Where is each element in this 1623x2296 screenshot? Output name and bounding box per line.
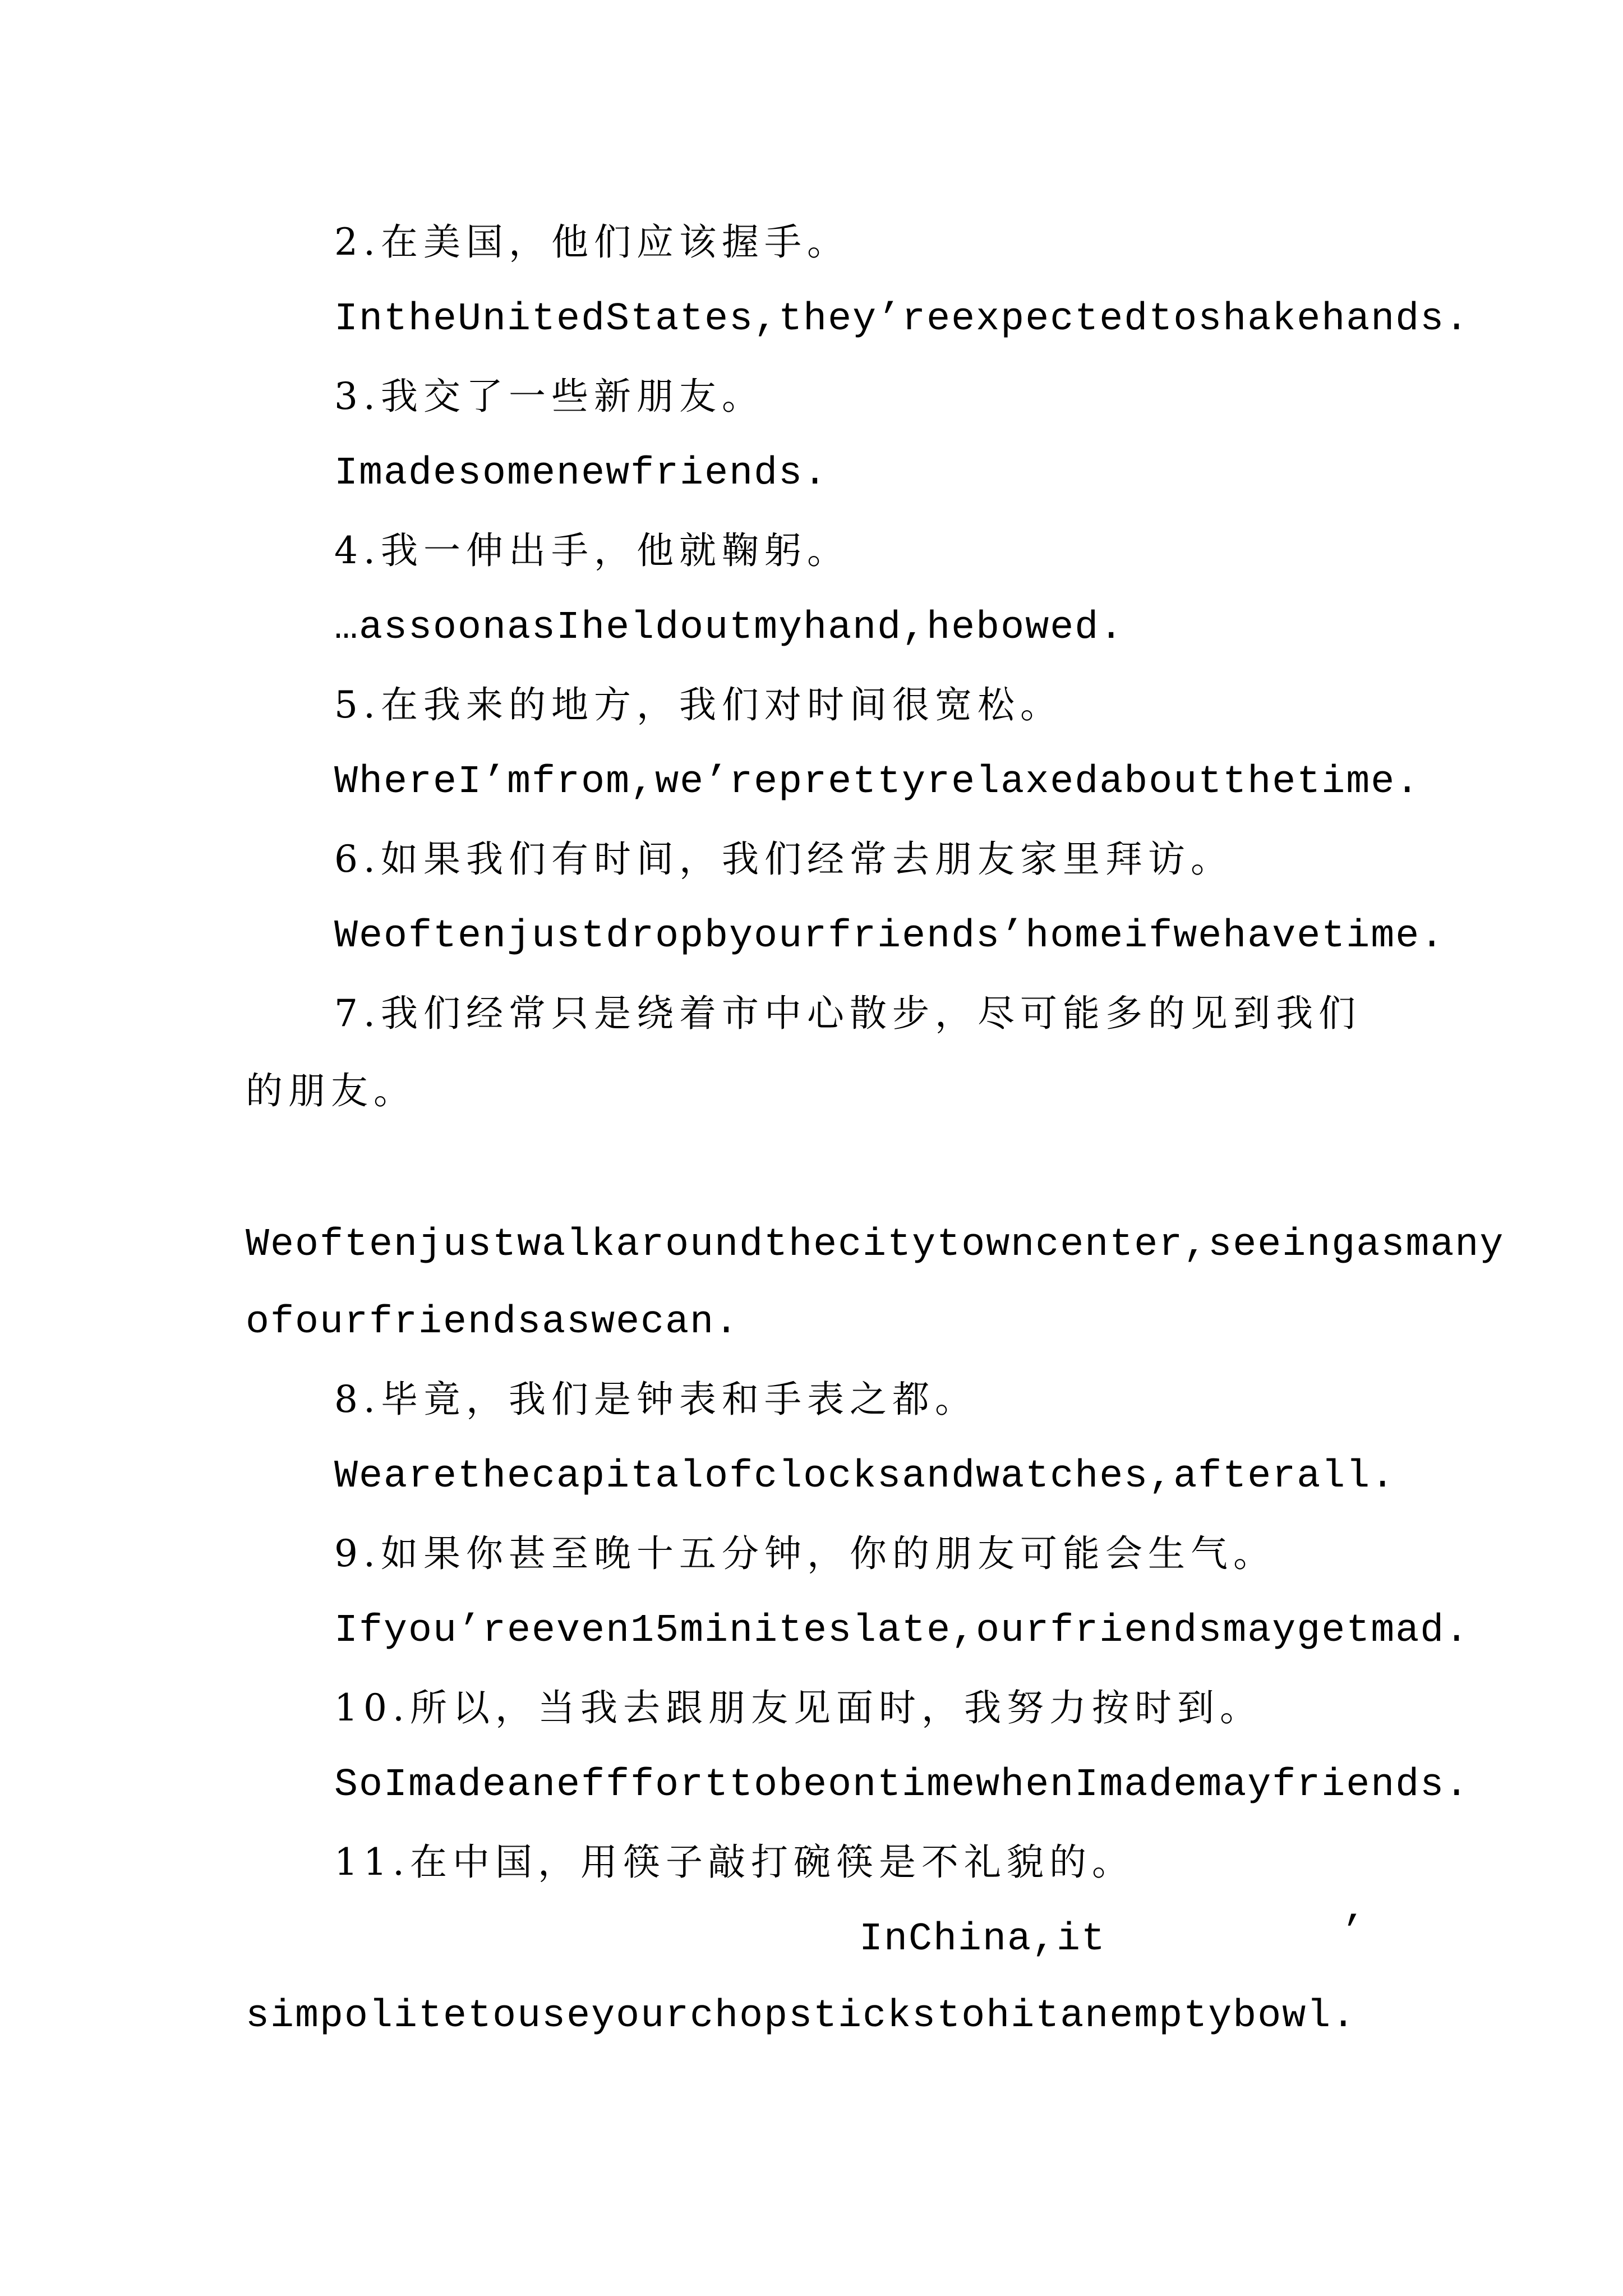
item-4-chinese: 4.我一伸出手，他就鞠躬。: [334, 529, 850, 572]
item-6-chinese: 6.如果我们有时间，我们经常去朋友家里拜访。: [334, 838, 1233, 881]
item-2-chinese: 2.在美国，他们应该握手。: [334, 220, 850, 264]
item-2-english: IntheUnitedStates,they’reexpectedtoshakehands.: [334, 297, 1470, 342]
item-7-chinese-line2: 的朋友。: [246, 1069, 416, 1112]
item-9-chinese: 9.如果你甚至晚十五分钟，你的朋友可能会生气。: [334, 1532, 1276, 1575]
item-3-chinese: 3.我交了一些新朋友。: [334, 375, 764, 418]
item-3-english: Imadesomenewfriends.: [334, 452, 828, 496]
item-10-chinese: 10.所以，当我去跟朋友见面时，我努力按时到。: [334, 1686, 1262, 1729]
item-5-english: WhereI’mfrom,we’reprettyrelaxedaboutthetime.: [334, 760, 1421, 804]
item-11-english-apostrophe: ’: [1340, 1910, 1366, 1954]
item-7-chinese-line1: 7.我们经常只是绕着市中心散步，尽可能多的见到我们: [334, 992, 1361, 1035]
item-7-english-line1: Weoftenjustwalkaroundthecitytowncenter,seeingasmany: [246, 1223, 1505, 1267]
item-9-english: Ifyou’reeven15miniteslate,ourfriendsmaygetmad.: [334, 1609, 1470, 1653]
item-11-english-line1: InChina,it: [859, 1917, 1106, 1962]
item-11-english-line2: simpolitetouseyourchopstickstohitanemptybowl.: [246, 1994, 1357, 2039]
item-10-english: SoImadeaneffforttobeontimewhenImademayfriends.: [334, 1763, 1470, 1807]
item-8-english: Wearethecapitalofclocksandwatches,afterall.: [334, 1455, 1396, 1499]
item-5-chinese: 5.在我来的地方，我们对时间很宽松。: [334, 683, 1063, 726]
item-4-english: …assoonasIheldoutmyhand,hebowed.: [334, 606, 1124, 650]
item-7-english-line2: ofourfriendsaswecan.: [246, 1300, 740, 1345]
item-8-chinese: 8.毕竟，我们是钟表和手表之都。: [334, 1378, 978, 1421]
item-11-chinese: 11.在中国，用筷子敲打碗筷是不礼貌的。: [334, 1841, 1135, 1884]
item-6-english: Weoftenjustdropbyourfriends’homeifwehavetime.: [334, 914, 1445, 959]
